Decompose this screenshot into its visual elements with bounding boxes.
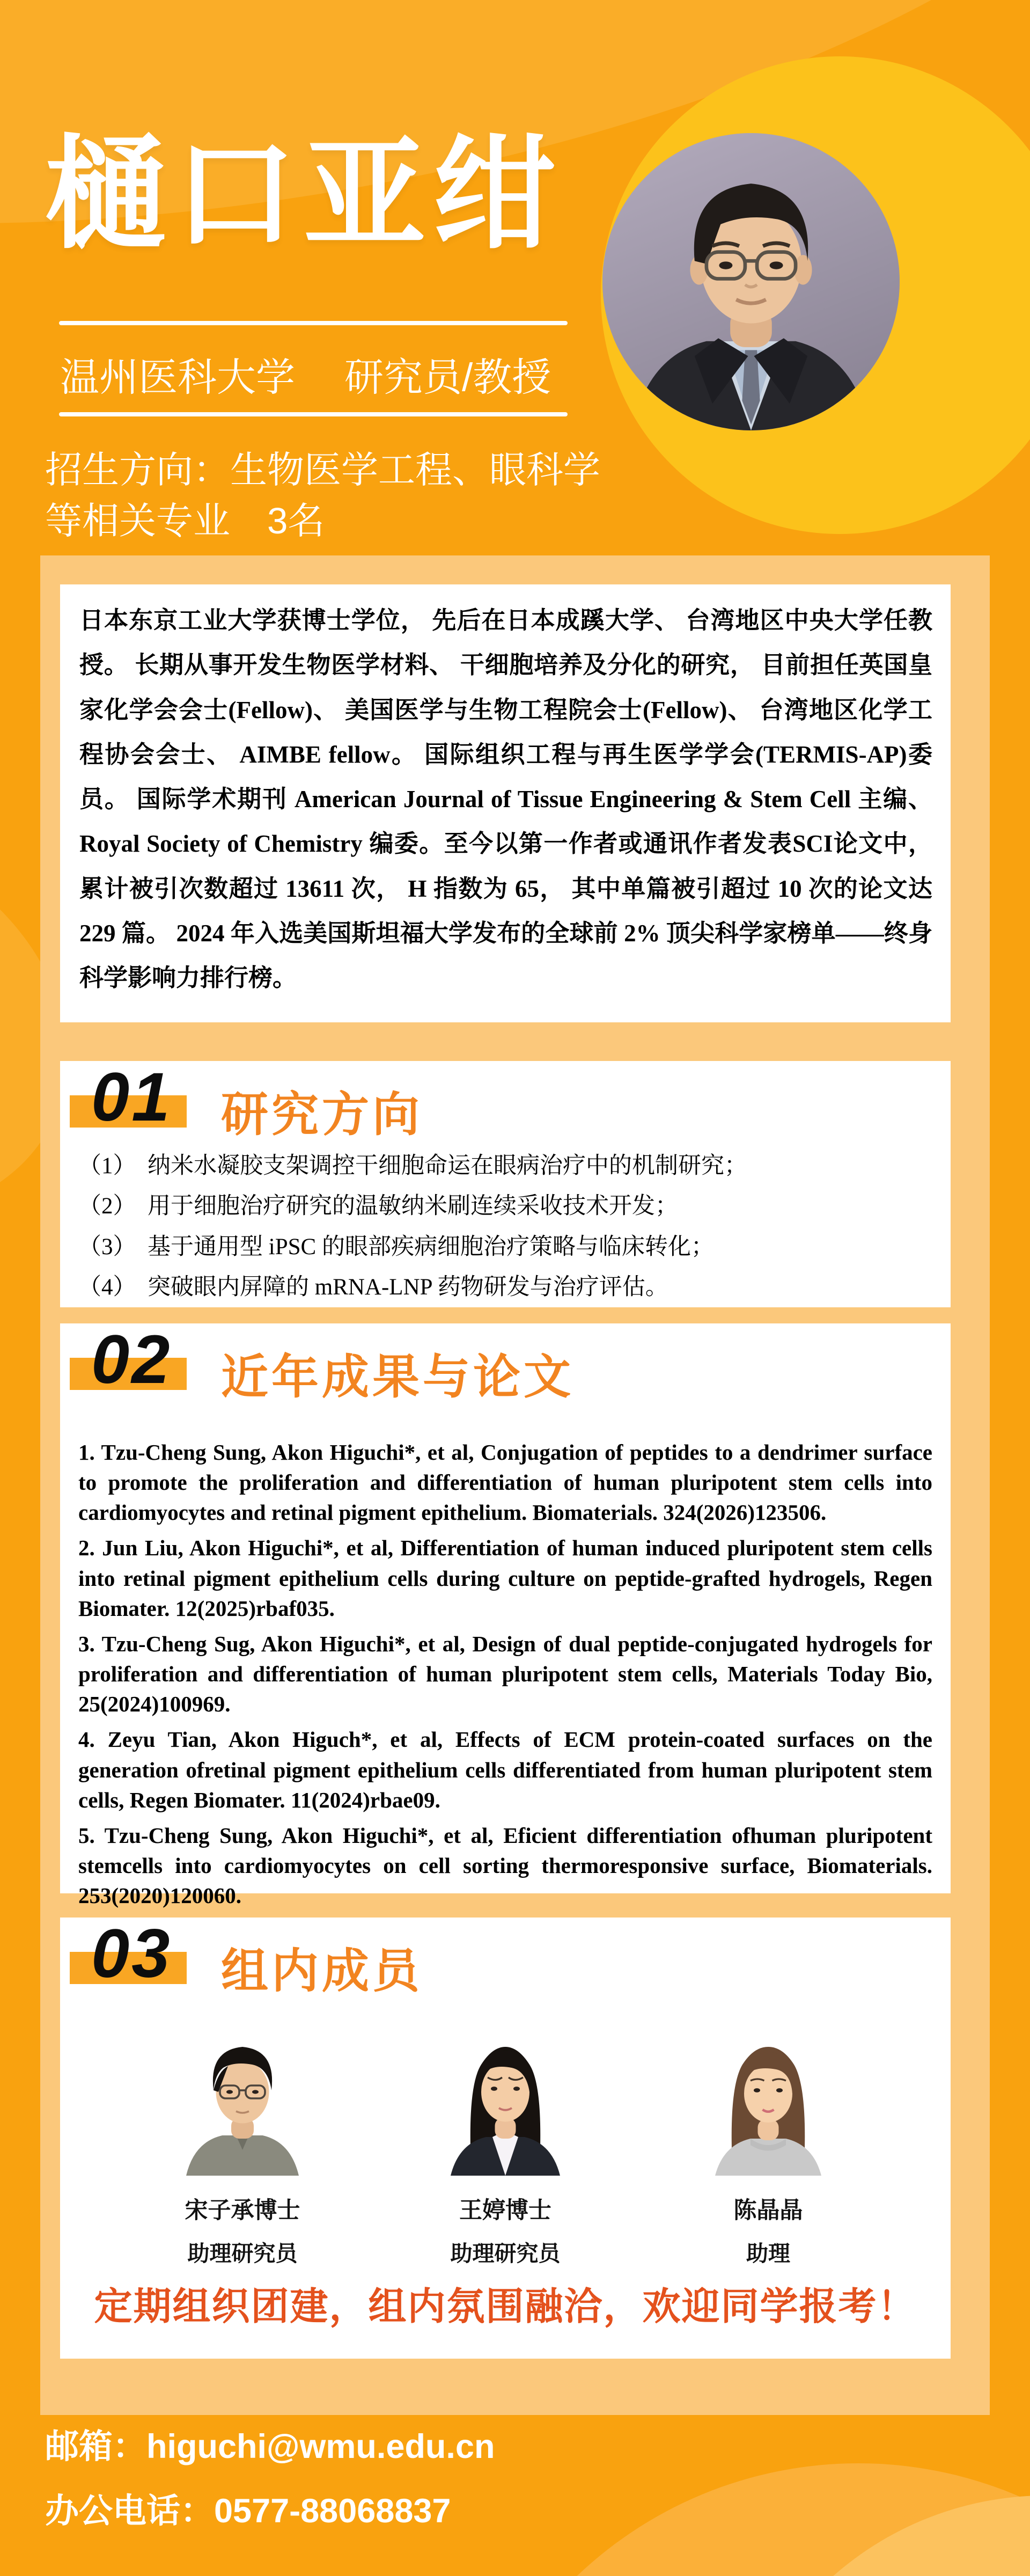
email-value: higuchi@wmu.edu.cn — [146, 2428, 495, 2465]
section1-title: 研究方向 — [221, 1088, 423, 1141]
phone-value: 0577-88068837 — [214, 2492, 451, 2530]
bio-text: 日本东京工业大学获博士学位， 先后在日本成蹊大学、 台湾地区中央大学任教授。 长期从事开发生物医学材料、 干细胞培养及分化的研究， 目前担任英国皇家化学会会士(Fellow)、 美国医学与生物工程院会士(Fellow)、 台湾地区化学工程协会会士、 AIMBE fellow。 国际组织工程与再生医学学会(TERMIS-AP)委员。 国际学术期刊 American Journal of Tissue Engineering & Stem Cell 主编、 Royal Society of Chemistry 编委。至今以第一作者或通讯作者发表SCI论文中， 累计被引次数超过 13611 次， H 指数为 65， 其中单篇被引超过 10 次的论文达 229 篇。 2024 年入选美国斯坦福大学发布的全球前 2% 顶尖科学家榜单——终身科学影响力排行榜。 — [79, 607, 932, 991]
professor-title: 研究员/教授 — [344, 356, 551, 399]
member-name: 陈晶晶 — [733, 2198, 803, 2223]
recruitment-line2: 等相关专业 3名 — [45, 500, 325, 542]
member2-avatar — [425, 2012, 586, 2178]
recruitment-direction — [45, 444, 600, 546]
research-direction-item: （2） 用于细胞治疗研究的温敏纳米刷连续采收技术开发； — [78, 1194, 678, 1219]
publication-item: 2. Jun Liu, Akon Higuchi*, et al, Differentiation of human induced pluripotent stem cells into retinal pigment epithelium cells during culture on peptide-grafted hydrogels, Regen Biomater. 12(2025)rbaf035. — [78, 1535, 932, 1621]
research-direction-item: （4） 突破眼内屏障的 mRNA-LNP 药物研发与治疗评估。 — [78, 1274, 668, 1300]
research-direction-item: （1） 纳米水凝胶支架调控干细胞命运在眼病治疗中的机制研究； — [78, 1153, 747, 1179]
member-card — [666, 2012, 870, 2267]
publication-item: 5. Tzu-Cheng Sung, Akon Higuchi*, et al, Eficient differentiation ofhuman pluripotent stemcells into cardiomyocytes on cell sorting thermoresponsive surface, Biomaterials. 253(2020)120060. — [78, 1823, 932, 1908]
member-card — [141, 2012, 344, 2267]
member-name: 宋子承博士 — [185, 2198, 300, 2223]
member-role: 助理研究员 — [187, 2241, 298, 2266]
publication-list — [78, 1437, 932, 1916]
bio-card — [60, 584, 951, 1022]
header-divider-bottom — [59, 412, 568, 416]
contact-email-line — [45, 2415, 495, 2479]
research-direction-item: （3） 基于通用型 iPSC 的眼部疾病细胞治疗策略与临床转化； — [78, 1234, 714, 1260]
affiliation-row — [60, 346, 597, 402]
section-publications — [60, 1321, 951, 1908]
section1-header — [60, 1061, 951, 1152]
contact-phone-line — [45, 2479, 495, 2544]
member-role: 助理 — [746, 2241, 790, 2266]
professor-portrait-illustration — [602, 133, 900, 430]
section3-title: 组内成员 — [221, 1944, 423, 1997]
section3-header — [60, 1915, 951, 2009]
member-photo — [425, 2012, 586, 2178]
section-team-members — [60, 1915, 951, 2359]
research-direction-list — [78, 1146, 937, 1307]
member-photo — [162, 2012, 323, 2178]
section1-number: 01 — [91, 1059, 172, 1136]
member-card — [403, 2012, 607, 2267]
recruitment-line1: 招生方向：生物医学工程、眼科学 — [45, 449, 600, 491]
member-name: 王婷博士 — [459, 2198, 551, 2223]
members-row — [141, 2012, 870, 2267]
section2-title: 近年成果与论文 — [221, 1350, 575, 1403]
member3-avatar — [688, 2012, 849, 2178]
member1-avatar — [162, 2012, 323, 2178]
welcome-slogan: 定期组织团建，组内氛围融洽，欢迎同学报考！ — [94, 2286, 917, 2328]
publication-item: 1. Tzu-Cheng Sung, Akon Higuchi*, et al, Conjugation of peptides to a dendrimer surface to promote the proliferation and differentiation of human pluripotent stem cells into cardiomyocytes and retinal pigment epithelium. Biomaterials. 324(2026)123506. — [78, 1440, 932, 1525]
section3-number: 03 — [91, 1915, 172, 1992]
email-label: 邮箱： — [45, 2428, 146, 2465]
contact-block — [45, 2415, 495, 2543]
section2-number: 02 — [91, 1321, 172, 1398]
phone-label: 办公电话： — [45, 2492, 214, 2530]
publication-item: 3. Tzu-Cheng Sug, Akon Higuchi*, et al, Design of dual peptide-conjugated hydrogels for proliferation and differentiation of human pluripotent stem cells, Materials Today Bio, 25(2024)100969. — [78, 1631, 932, 1717]
professor-name: 樋口亚绀 — [44, 127, 563, 263]
professor-portrait — [602, 133, 900, 430]
section-research-directions — [60, 1061, 951, 1307]
publication-item: 4. Zeyu Tian, Akon Higuch*, et al, Effects of ECM protein-coated surfaces on the generation ofretinal pigment epithelium cells differentiated from human pluripotent stem cells, Regen Biomater. 11(2024)rbae09. — [78, 1727, 932, 1812]
member-role: 助理研究员 — [450, 2241, 561, 2266]
affiliation-university: 温州医科大学 — [60, 356, 295, 399]
header-divider-top — [59, 321, 568, 325]
member-photo — [688, 2012, 849, 2178]
section2-header — [60, 1323, 951, 1415]
